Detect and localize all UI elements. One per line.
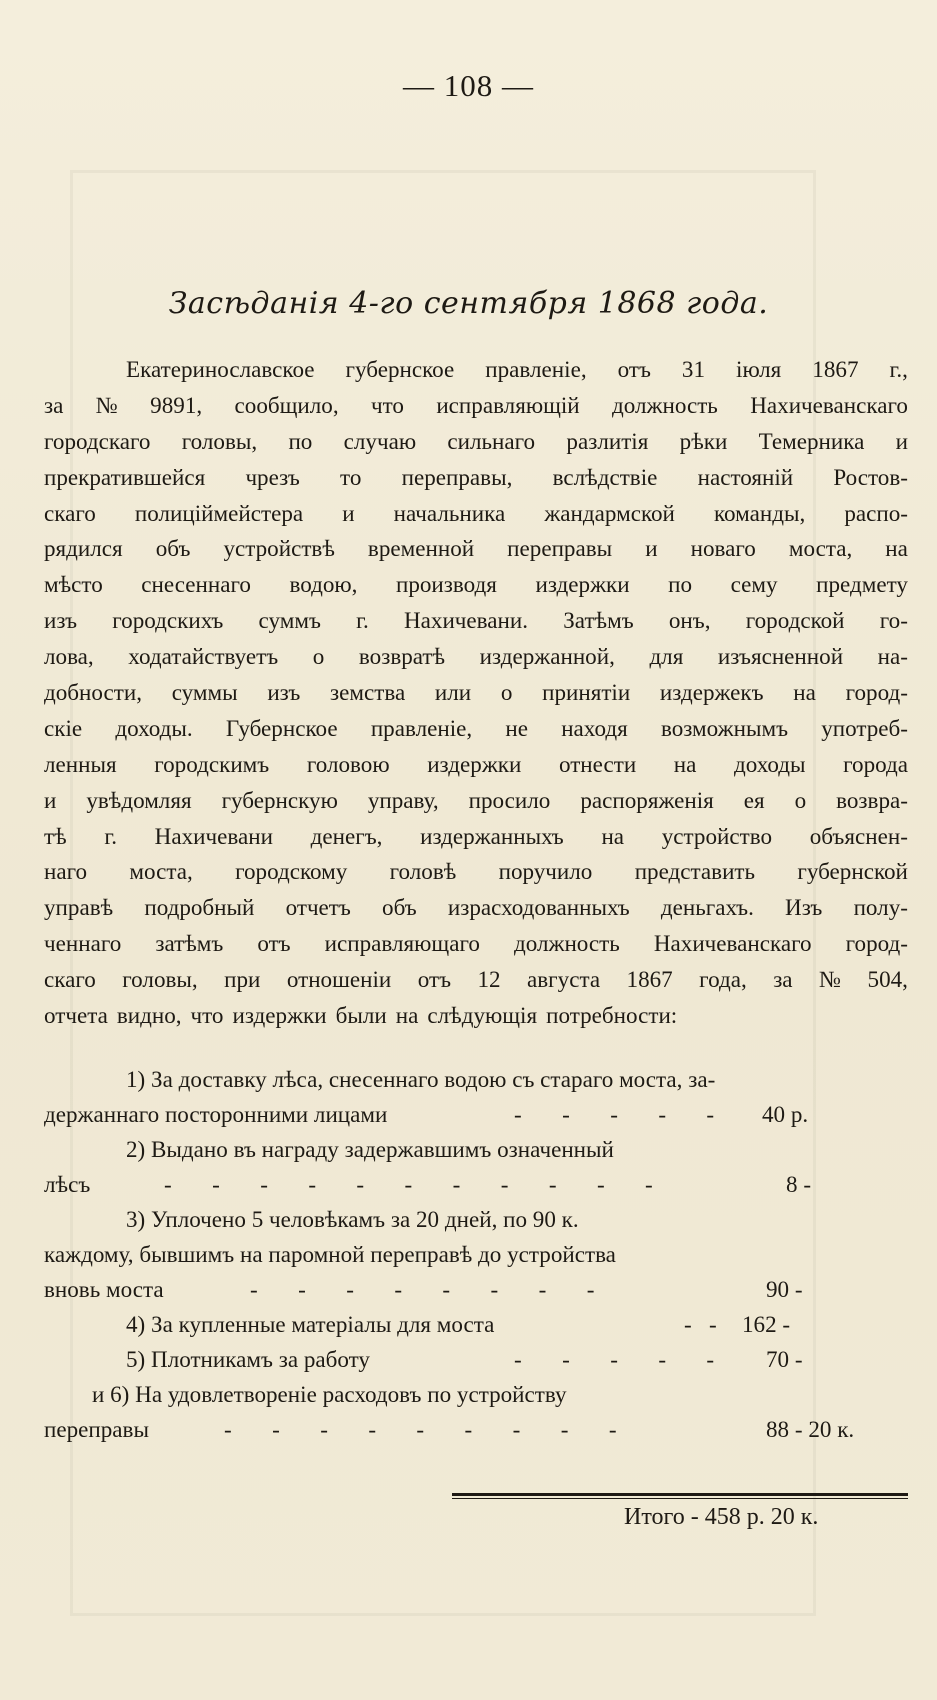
paragraph-line: ченнаго затѣмъ отъ исправляющаго должность Нахичеванскаго город- <box>44 930 908 957</box>
paragraph-line: скаго головы, при отношеніи отъ 12 августа 1867 года, за № 504, <box>44 966 908 993</box>
item-text: 1) За доставку лѣса, снесеннаго водою съ стараго моста, за- <box>126 1066 716 1092</box>
paragraph-line: и увѣдомляя губернскую управу, просило распоряженія ея о возвра- <box>44 786 908 813</box>
paragraph-line: изъ городскихъ суммъ г. Нахичевани. Затѣмъ онъ, городской го- <box>44 607 908 634</box>
item-amount: 88 - 20 к. <box>766 1416 855 1442</box>
paragraph-line: добности, суммы изъ земства или о принятіи издержекъ на город- <box>44 679 908 706</box>
total-line: Итого - 458 р. 20 к. <box>624 1504 819 1530</box>
item-text: лѣсъ <box>44 1171 91 1197</box>
paragraph-line: городскаго головы, по случаю сильнаго разлитія рѣки Темерника и <box>44 427 908 454</box>
item-amount: 90 - <box>766 1276 803 1302</box>
paragraph-line: за № 9891, сообщило, что исправляющій должность Нахичеванскаго <box>44 391 908 418</box>
item-amount: 40 р. <box>762 1101 809 1127</box>
main-paragraph <box>44 352 908 1034</box>
paragraph-line: управѣ подробный отчетъ объ израсходованныхъ деньгахъ. Изъ полу- <box>44 894 908 921</box>
list-item <box>44 1101 908 1136</box>
item-text: держаннаго посторонними лицами <box>44 1101 388 1127</box>
paragraph-line: отчета видно, что издержки были на слѣдующія потребности: <box>44 1002 678 1029</box>
leader-dashes: - - - - - - - - - <box>224 1416 617 1442</box>
paragraph-line: мѣсто снесеннаго водою, производя издержки по сему предмету <box>44 571 908 598</box>
item-text: и 6) На удовлетвореніе расходовъ по устройству <box>92 1381 567 1407</box>
paragraph-line: Екатеринославское губернское правленіе, отъ 31 іюля 1867 г., <box>126 356 908 382</box>
paragraph-line: ленныя городскимъ головою издержки отнести на доходы города <box>44 750 908 777</box>
paragraph-line: скаго полиціймейстера и начальника жандармской команды, распо- <box>44 499 908 526</box>
item-text: 4) За купленные матеріалы для моста <box>126 1311 495 1337</box>
leader-dashes: - - - - - - - - <box>250 1276 595 1302</box>
item-amount: 162 - <box>742 1311 791 1337</box>
total-rule <box>452 1493 908 1496</box>
leader-dashes: - - <box>684 1311 717 1337</box>
item-text: 5) Плотникамъ за работу <box>126 1346 370 1372</box>
list-item <box>44 1206 908 1241</box>
item-text: 2) Выдано въ награду задержавшимъ означенный <box>126 1136 614 1162</box>
paragraph-line: лова, ходатайствуетъ о возвратѣ издержанной, для изъясненной на- <box>44 643 908 670</box>
item-text: вновь моста <box>44 1276 164 1302</box>
paragraph-line: рядился объ устройствѣ временной переправы и новаго моста, на <box>44 535 908 562</box>
leader-dashes: - - - - - <box>514 1346 715 1372</box>
list-item <box>44 1346 908 1381</box>
paragraph-line: скіе доходы. Губернское правленіе, не находя возможнымъ употреб- <box>44 714 908 741</box>
expense-list <box>44 1066 908 1451</box>
item-amount: 70 - <box>766 1346 803 1372</box>
item-amount: 8 - <box>786 1171 812 1197</box>
session-title: Засѣданія 4-го сентября 1868 года. <box>168 286 769 321</box>
list-item <box>44 1241 908 1276</box>
page-number: — 108 — <box>403 68 534 103</box>
list-item <box>44 1066 908 1101</box>
item-text: каждому, бывшимъ на паромной переправѣ до устройства <box>44 1241 616 1267</box>
list-item <box>44 1416 908 1451</box>
list-item <box>44 1136 908 1171</box>
item-text: переправы <box>44 1416 149 1442</box>
paragraph-line: прекратившейся чрезъ то переправы, вслѣдствіе настояній Ростов- <box>44 463 908 490</box>
paragraph-line: тѣ г. Нахичевани денегъ, издержанныхъ на устройство объяснен- <box>44 822 908 849</box>
total-rule-thin <box>452 1498 908 1499</box>
leader-dashes: - - - - - <box>514 1101 715 1127</box>
list-item <box>44 1171 908 1206</box>
paragraph-line: наго моста, городскому головѣ поручило представить губернской <box>44 858 908 885</box>
list-item <box>44 1276 908 1311</box>
item-text: 3) Уплочено 5 человѣкамъ за 20 дней, по 90 к. <box>126 1206 579 1232</box>
list-item <box>44 1311 908 1346</box>
leader-dashes: - - - - - - - - - - - <box>164 1171 653 1197</box>
list-item <box>44 1381 908 1416</box>
